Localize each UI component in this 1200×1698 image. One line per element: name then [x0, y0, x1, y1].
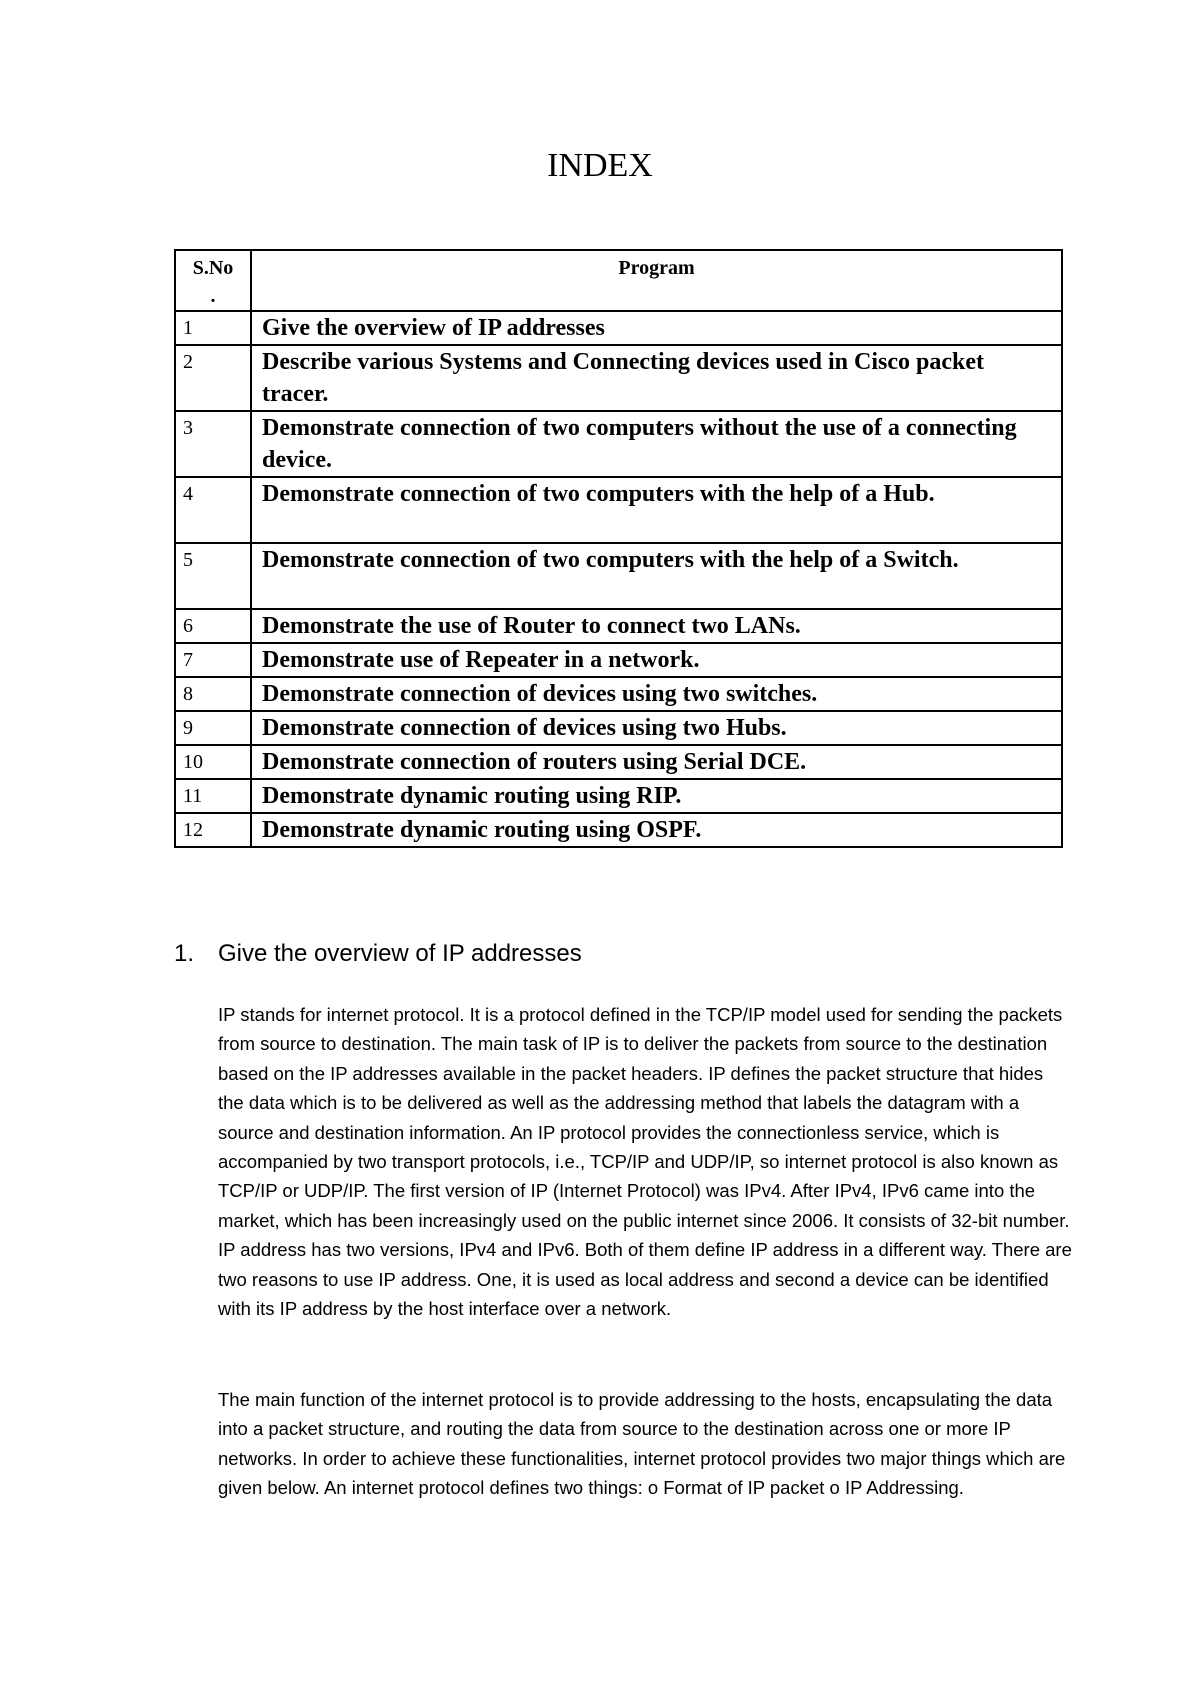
- row-program: Demonstrate connection of devices using two switches.: [251, 677, 1062, 711]
- row-number: 9: [175, 711, 251, 745]
- row-program: Demonstrate dynamic routing using OSPF.: [251, 813, 1062, 847]
- index-table: [174, 249, 1063, 848]
- table-row: [175, 477, 1062, 543]
- row-number: 2: [175, 345, 251, 411]
- row-program: Describe various Systems and Connecting devices used in Cisco packet tracer.: [251, 345, 1062, 411]
- table-row: [175, 543, 1062, 609]
- row-number: 11: [175, 779, 251, 813]
- table-row: [175, 411, 1062, 477]
- row-program: Demonstrate connection of devices using two Hubs.: [251, 711, 1062, 745]
- row-number: 10: [175, 745, 251, 779]
- row-number: 4: [175, 477, 251, 543]
- row-program: Demonstrate connection of two computers with the help of a Hub.: [251, 477, 1062, 543]
- row-program: Demonstrate use of Repeater in a network.: [251, 643, 1062, 677]
- row-number: 5: [175, 543, 251, 609]
- table-header-row: [175, 250, 1062, 311]
- header-sno: S.No .: [175, 250, 251, 311]
- table-row: [175, 779, 1062, 813]
- section-heading: [174, 937, 582, 971]
- row-program: Demonstrate the use of Router to connect two LANs.: [251, 609, 1062, 643]
- row-number: 7: [175, 643, 251, 677]
- page-title: INDEX: [547, 147, 653, 184]
- table-row: [175, 609, 1062, 643]
- row-number: 3: [175, 411, 251, 477]
- row-program: Demonstrate connection of two computers with the help of a Switch.: [251, 543, 1062, 609]
- row-program: Demonstrate connection of two computers without the use of a connecting device.: [251, 411, 1062, 477]
- row-program: Demonstrate connection of routers using Serial DCE.: [251, 745, 1062, 779]
- row-number: 6: [175, 609, 251, 643]
- row-number: 1: [175, 311, 251, 345]
- table-row: [175, 745, 1062, 779]
- table-row: [175, 345, 1062, 411]
- row-program: Demonstrate dynamic routing using RIP.: [251, 779, 1062, 813]
- section-number: 1.: [174, 940, 195, 967]
- table-row: [175, 643, 1062, 677]
- row-number: 12: [175, 813, 251, 847]
- section-title: Give the overview of IP addresses: [218, 940, 582, 967]
- body-paragraph: IP stands for internet protocol. It is a protocol defined in the TCP/IP model used for sending the packets from source to destination. The main task of IP is to deliver the packets from source to the destination based on the IP addresses available in the packet headers. IP defines the packet structure that hides the data which is to be delivered as well as the addressing method that labels the datagram with a source and destination information. An IP protocol provides the connectionless service, which is accompanied by two transport protocols, i.e., TCP/IP and UDP/IP, so internet protocol is also known as TCP/IP or UDP/IP. The first version of IP (Internet Protocol) was IPv4. After IPv4, IPv6 came into the market, which has been increasingly used on the public internet since 2006. It consists of 32-bit number. IP address has two versions, IPv4 and IPv6. Both of them define IP address in a different way. There are two reasons to use IP address. One, it is used as local address and second a device can be identified with its IP address by the host interface over a network.: [218, 1004, 1072, 1320]
- table-row: [175, 311, 1062, 345]
- body-paragraph: The main function of the internet protocol is to provide addressing to the hosts, encapsulating the data into a packet structure, and routing the data from source to the destination across one or more IP networks. In order to achieve these functionalities, internet protocol provides two major things which are given below. An internet protocol defines two things: o Format of IP packet o IP Addressing.: [218, 1389, 1066, 1499]
- header-program: Program: [251, 250, 1062, 311]
- row-number: 8: [175, 677, 251, 711]
- table-row: [175, 677, 1062, 711]
- row-program: Give the overview of IP addresses: [251, 311, 1062, 345]
- table-row: [175, 813, 1062, 847]
- table-row: [175, 711, 1062, 745]
